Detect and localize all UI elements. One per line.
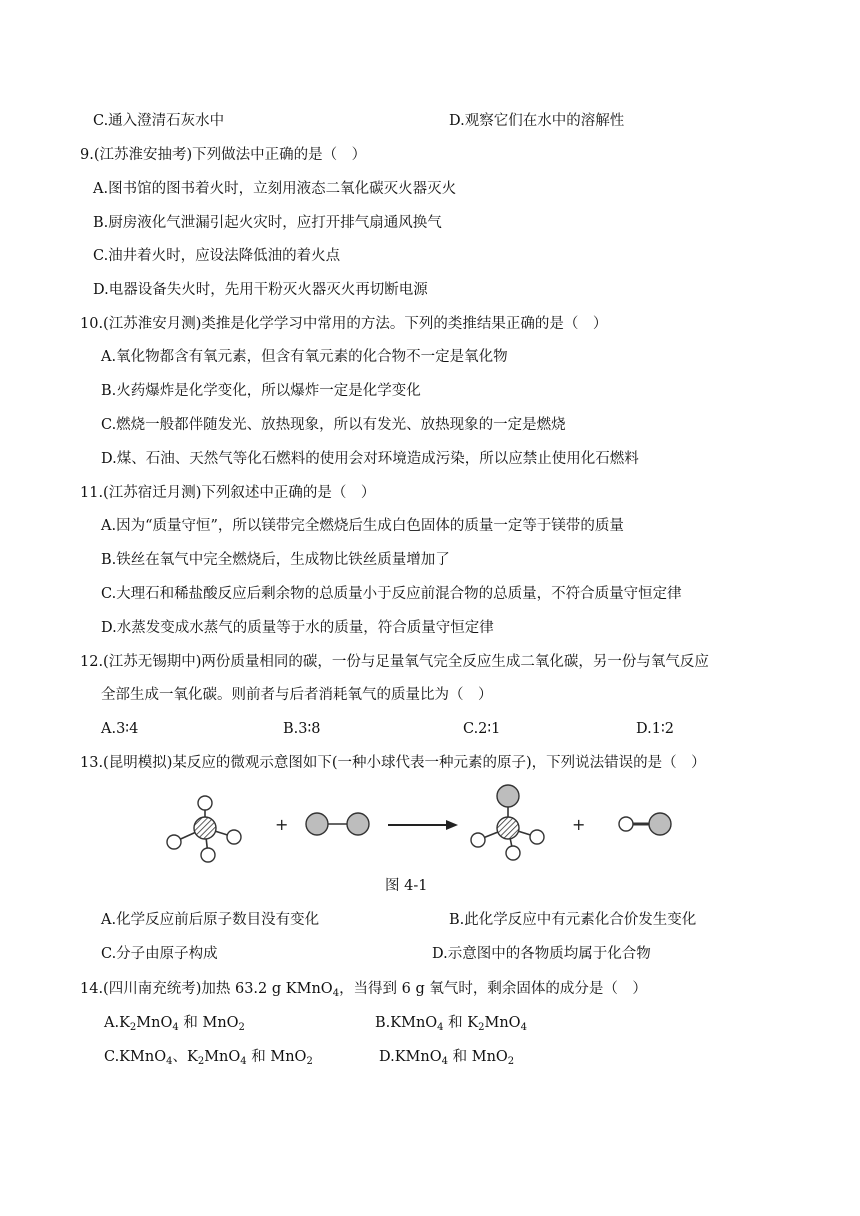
q12-option-d: D.1∶2 (636, 721, 674, 737)
q8-option-c: C.通入澄清石灰水中 (93, 113, 225, 129)
small-atom (167, 835, 181, 849)
product-molecule-1 (471, 785, 544, 860)
q12-option-c: C.2∶1 (463, 721, 501, 737)
q9-option-c: C.油井着火时，应设法降低油的着火点 (93, 248, 341, 264)
reactant-molecule-2 (306, 813, 369, 835)
q12-option-a: A.3∶4 (101, 721, 139, 737)
small-atom (619, 817, 633, 831)
q13-option-a: A.化学反应前后原子数目没有变化 (101, 912, 320, 928)
q14-option-a: $A.K_2MnO_4$ 和 MnO$_2$ (104, 1015, 245, 1033)
product-molecule-2 (619, 813, 671, 835)
q9-stem: 9.(江苏淮安抽考)下列做法中正确的是（ ） (80, 147, 367, 163)
grey-atom (347, 813, 369, 835)
q14-stem: 14.(四川南充统考)加热 63.2 g KMnO$_4$，当得到 6 g 氧气时，剩余固体的成分是（ ） (80, 981, 647, 999)
small-atom (471, 833, 485, 847)
q13-option-b: B.此化学反应中有元素化合价发生变化 (449, 912, 697, 928)
q14-option-c: C.KMnO$_4$、$K_2MnO_4$ 和 MnO$_2$ (104, 1049, 313, 1067)
q13-option-d: D.示意图中的各物质均属于化合物 (432, 946, 651, 962)
q13-option-c: C.分子由原子构成 (101, 946, 218, 962)
q11-option-c: C.大理石和稀盐酸反应后剩余物的总质量小于反应前混合物的总质量，不符合质量守恒定律 (101, 586, 682, 602)
q12-stem-line-2: 全部生成一氧化碳。则前者与后者消耗氧气的质量比为（ ） (101, 687, 493, 703)
q12-option-b: B.3∶8 (283, 721, 321, 737)
q11-option-d: D.水蒸发变成水蒸气的质量等于水的质量，符合质量守恒定律 (101, 620, 494, 636)
reaction-svg (160, 780, 700, 870)
plus-sign-1: + (275, 815, 289, 834)
q10-option-d: D.煤、石油、天然气等化石燃料的使用会对环境造成污染，所以应禁止使用化石燃料 (101, 451, 639, 467)
q10-option-c: C.燃烧一般都伴随发光、放热现象，所以有发光、放热现象的一定是燃烧 (101, 417, 566, 433)
q12-stem-line-1: 12.(江苏无锡期中)两份质量相同的碳，一份与足量氧气完全反应生成二氧化碳，另一份与氧气反应 (80, 654, 709, 670)
q13-stem: 13.(昆明模拟)某反应的微观示意图如下(一种小球代表一种元素的原子)，下列说法错误的是（ ） (80, 755, 706, 771)
hatched-atom (194, 817, 216, 839)
small-atom (506, 846, 520, 860)
small-atom (227, 830, 241, 844)
grey-atom (649, 813, 671, 835)
q11-option-b: B.铁丝在氧气中完全燃烧后，生成物比铁丝质量增加了 (101, 552, 450, 568)
q14-option-b: B.KMnO$_4$ 和 $K_2MnO_4$ (375, 1015, 527, 1033)
small-atom (530, 830, 544, 844)
q10-option-a: A.氧化物都含有氧元素，但含有氧元素的化合物不一定是氧化物 (101, 349, 508, 365)
hatched-atom (497, 817, 519, 839)
small-atom (198, 796, 212, 810)
q9-option-d: D.电器设备失火时，先用干粉灭火器灭火再切断电源 (93, 282, 428, 298)
reaction-micro-diagram (160, 780, 700, 874)
reactant-molecule-1 (167, 796, 241, 862)
q8-option-d: D.观察它们在水中的溶解性 (449, 113, 625, 129)
q9-option-a: A.图书馆的图书着火时，立刻用液态二氧化碳灭火器灭火 (93, 181, 457, 197)
small-atom (201, 848, 215, 862)
q11-option-a: A.因为“质量守恒”，所以镁带完全燃烧后生成白色固体的质量一定等于镁带的质量 (101, 518, 624, 534)
grey-atom (306, 813, 328, 835)
q11-stem: 11.(江苏宿迁月测)下列叙述中正确的是（ ） (80, 485, 376, 501)
plus-sign-2: + (572, 815, 586, 834)
q10-stem: 10.(江苏淮安月测)类推是化学学习中常用的方法。下列的类推结果正确的是（ ） (80, 316, 608, 332)
q14-option-d: D.KMnO$_4$ 和 MnO$_2$ (379, 1049, 515, 1067)
q9-option-b: B.厨房液化气泄漏引起火灾时，应打开排气扇通风换气 (93, 215, 442, 231)
grey-atom (497, 785, 519, 807)
reaction-arrow-icon (388, 820, 458, 830)
figure-caption: 图 4-1 (385, 878, 428, 894)
q10-option-b: B.火药爆炸是化学变化，所以爆炸一定是化学变化 (101, 383, 421, 399)
